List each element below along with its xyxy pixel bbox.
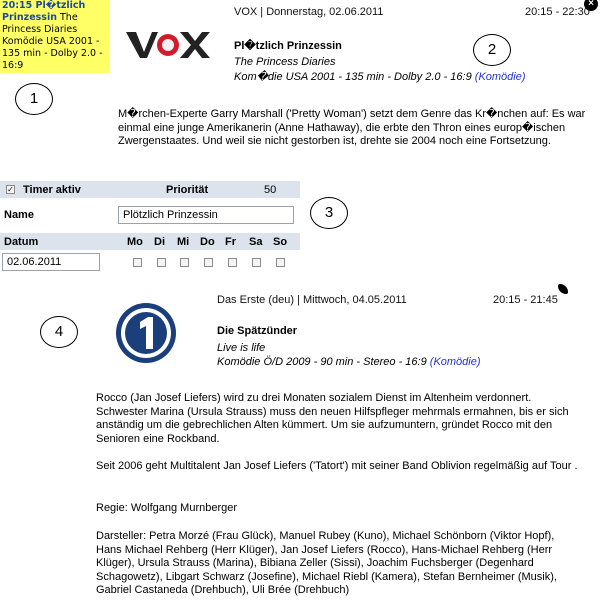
date-input[interactable]: 02.06.2011 bbox=[2, 253, 100, 271]
program2-director: Regie: Wolfgang Murnberger bbox=[96, 502, 238, 514]
program2-time-range: 20:15 - 21:45 bbox=[493, 294, 558, 306]
program2-details-line bbox=[217, 355, 481, 369]
annotation-4: 4 bbox=[40, 316, 78, 348]
date-label: Datum bbox=[4, 236, 39, 248]
tooltip-details: The Princess Diaries Komödie USA 2001 - 135 min - Dolby 2.0 - 16:9 bbox=[2, 12, 103, 71]
weekday-fr-checkbox[interactable] bbox=[228, 258, 237, 267]
program2-channel-date: Das Erste (deu) | Mittwoch, 04.05.2011 bbox=[217, 294, 407, 306]
program1-subtitle: The Princess Diaries bbox=[234, 56, 336, 68]
weekday-so: So bbox=[273, 236, 288, 248]
weekday-di: Di bbox=[154, 236, 165, 248]
weekday-mi-checkbox[interactable] bbox=[180, 258, 189, 267]
weekday-so-checkbox[interactable] bbox=[276, 258, 285, 267]
program2-cast: Darsteller: Petra Morzé (Frau Glück), Manuel Rubey (Kuno), Michael Schönborn (Viktor Hopf), Hans Michael Rehberg (Herr Klüger), Jan Josef Liefers (Rocco), Hans-Michael Rehberg (Herr Klüger), Ursula Strauss (Marina), Bibiana Zeller (Sissi), Joachim Fuchsberger (Degenhard Schagowetz), Libgart Schwarz (Josefine), Michael Riebl (Kamera), Stefan Bernheimer (Musik), Gabriel Castaneda (Drehbuch), Uli Brée (Drehbuch) bbox=[96, 530, 557, 596]
timer-panel bbox=[0, 181, 300, 277]
program1-description: M�rchen-Experte Garry Marshall ('Pretty Woman') setzt dem Genre das Kr�nchen auf: Es war einmal eine junge Amerikanerin (Anne Hathaway), die erbte den Thron eines europ�ischen Zwergenstaates. Und weil sie nicht gestorben ist, drehte sie 2004 noch eine Fortsetzung. bbox=[118, 108, 586, 147]
weekday-mi: Mi bbox=[177, 236, 190, 248]
program1-channel-date: VOX | Donnerstag, 02.06.2011 bbox=[234, 6, 384, 18]
program2-genre-link[interactable]: (Komödie) bbox=[429, 356, 481, 368]
program2-subtitle: Live is life bbox=[217, 342, 266, 354]
annotation-2: 2 bbox=[473, 34, 511, 66]
weekday-fr: Fr bbox=[225, 236, 236, 248]
program1-details: Kom�die USA 2001 - 135 min - Dolby 2.0 - 16:9 bbox=[234, 71, 472, 83]
weekday-sa-checkbox[interactable] bbox=[252, 258, 261, 267]
tooltip-time-title: 20:15 Pl�tzlich Prinzessin bbox=[2, 0, 86, 23]
timer-active-checkbox[interactable]: ✓ bbox=[7, 185, 14, 194]
weekday-do: Do bbox=[200, 236, 215, 248]
program1-title: Pl�tzlich Prinzessin bbox=[234, 40, 342, 52]
priority-label: Priorität bbox=[166, 184, 209, 196]
close-icon[interactable]: × bbox=[584, 0, 598, 11]
weekday-mo-checkbox[interactable] bbox=[133, 258, 142, 267]
corner-icon[interactable] bbox=[558, 284, 568, 294]
weekday-mo: Mo bbox=[127, 236, 143, 248]
timer-active-label: Timer aktiv bbox=[23, 184, 81, 196]
ard-logo bbox=[115, 302, 177, 364]
weekday-di-checkbox[interactable] bbox=[157, 258, 166, 267]
annotation-3: 3 bbox=[310, 197, 348, 229]
program2-description-2: Seit 2006 geht Multitalent Jan Josef Liefers ('Tatort') mit seiner Band Oblivion regelmäßig auf Tour . bbox=[96, 460, 578, 472]
priority-value[interactable]: 50 bbox=[264, 184, 277, 196]
program2-description-1: Rocco (Jan Josef Liefers) wird zu drei Monaten sozialem Dienst im Altenheim verdonnert. Schwester Marina (Ursula Strauss) muss den neuen Hilfspfleger mehrmals ermahnen, bis er sich anständig um die gebrechlichen Alten kümmert. Um sie aufzumuntern, gründet Rocco mit den Senioren eine Rockband. bbox=[96, 392, 569, 445]
program1-time-range: 20:15 - 22:30 bbox=[525, 6, 590, 18]
weekday-sa: Sa bbox=[249, 236, 263, 248]
name-label: Name bbox=[4, 209, 34, 221]
name-input[interactable]: Plötzlich Prinzessin bbox=[118, 206, 294, 224]
weekday-do-checkbox[interactable] bbox=[204, 258, 213, 267]
vox-logo bbox=[126, 26, 210, 60]
program1-genre-link[interactable]: (Komödie) bbox=[474, 71, 526, 83]
program-tooltip bbox=[0, 0, 110, 73]
program2-details: Komödie Ö/D 2009 - 90 min - Stereo - 16:9 bbox=[217, 356, 427, 368]
annotation-1: 1 bbox=[15, 83, 53, 115]
program1-details-line bbox=[234, 70, 526, 84]
program2-title: Die Spätzünder bbox=[217, 325, 298, 337]
